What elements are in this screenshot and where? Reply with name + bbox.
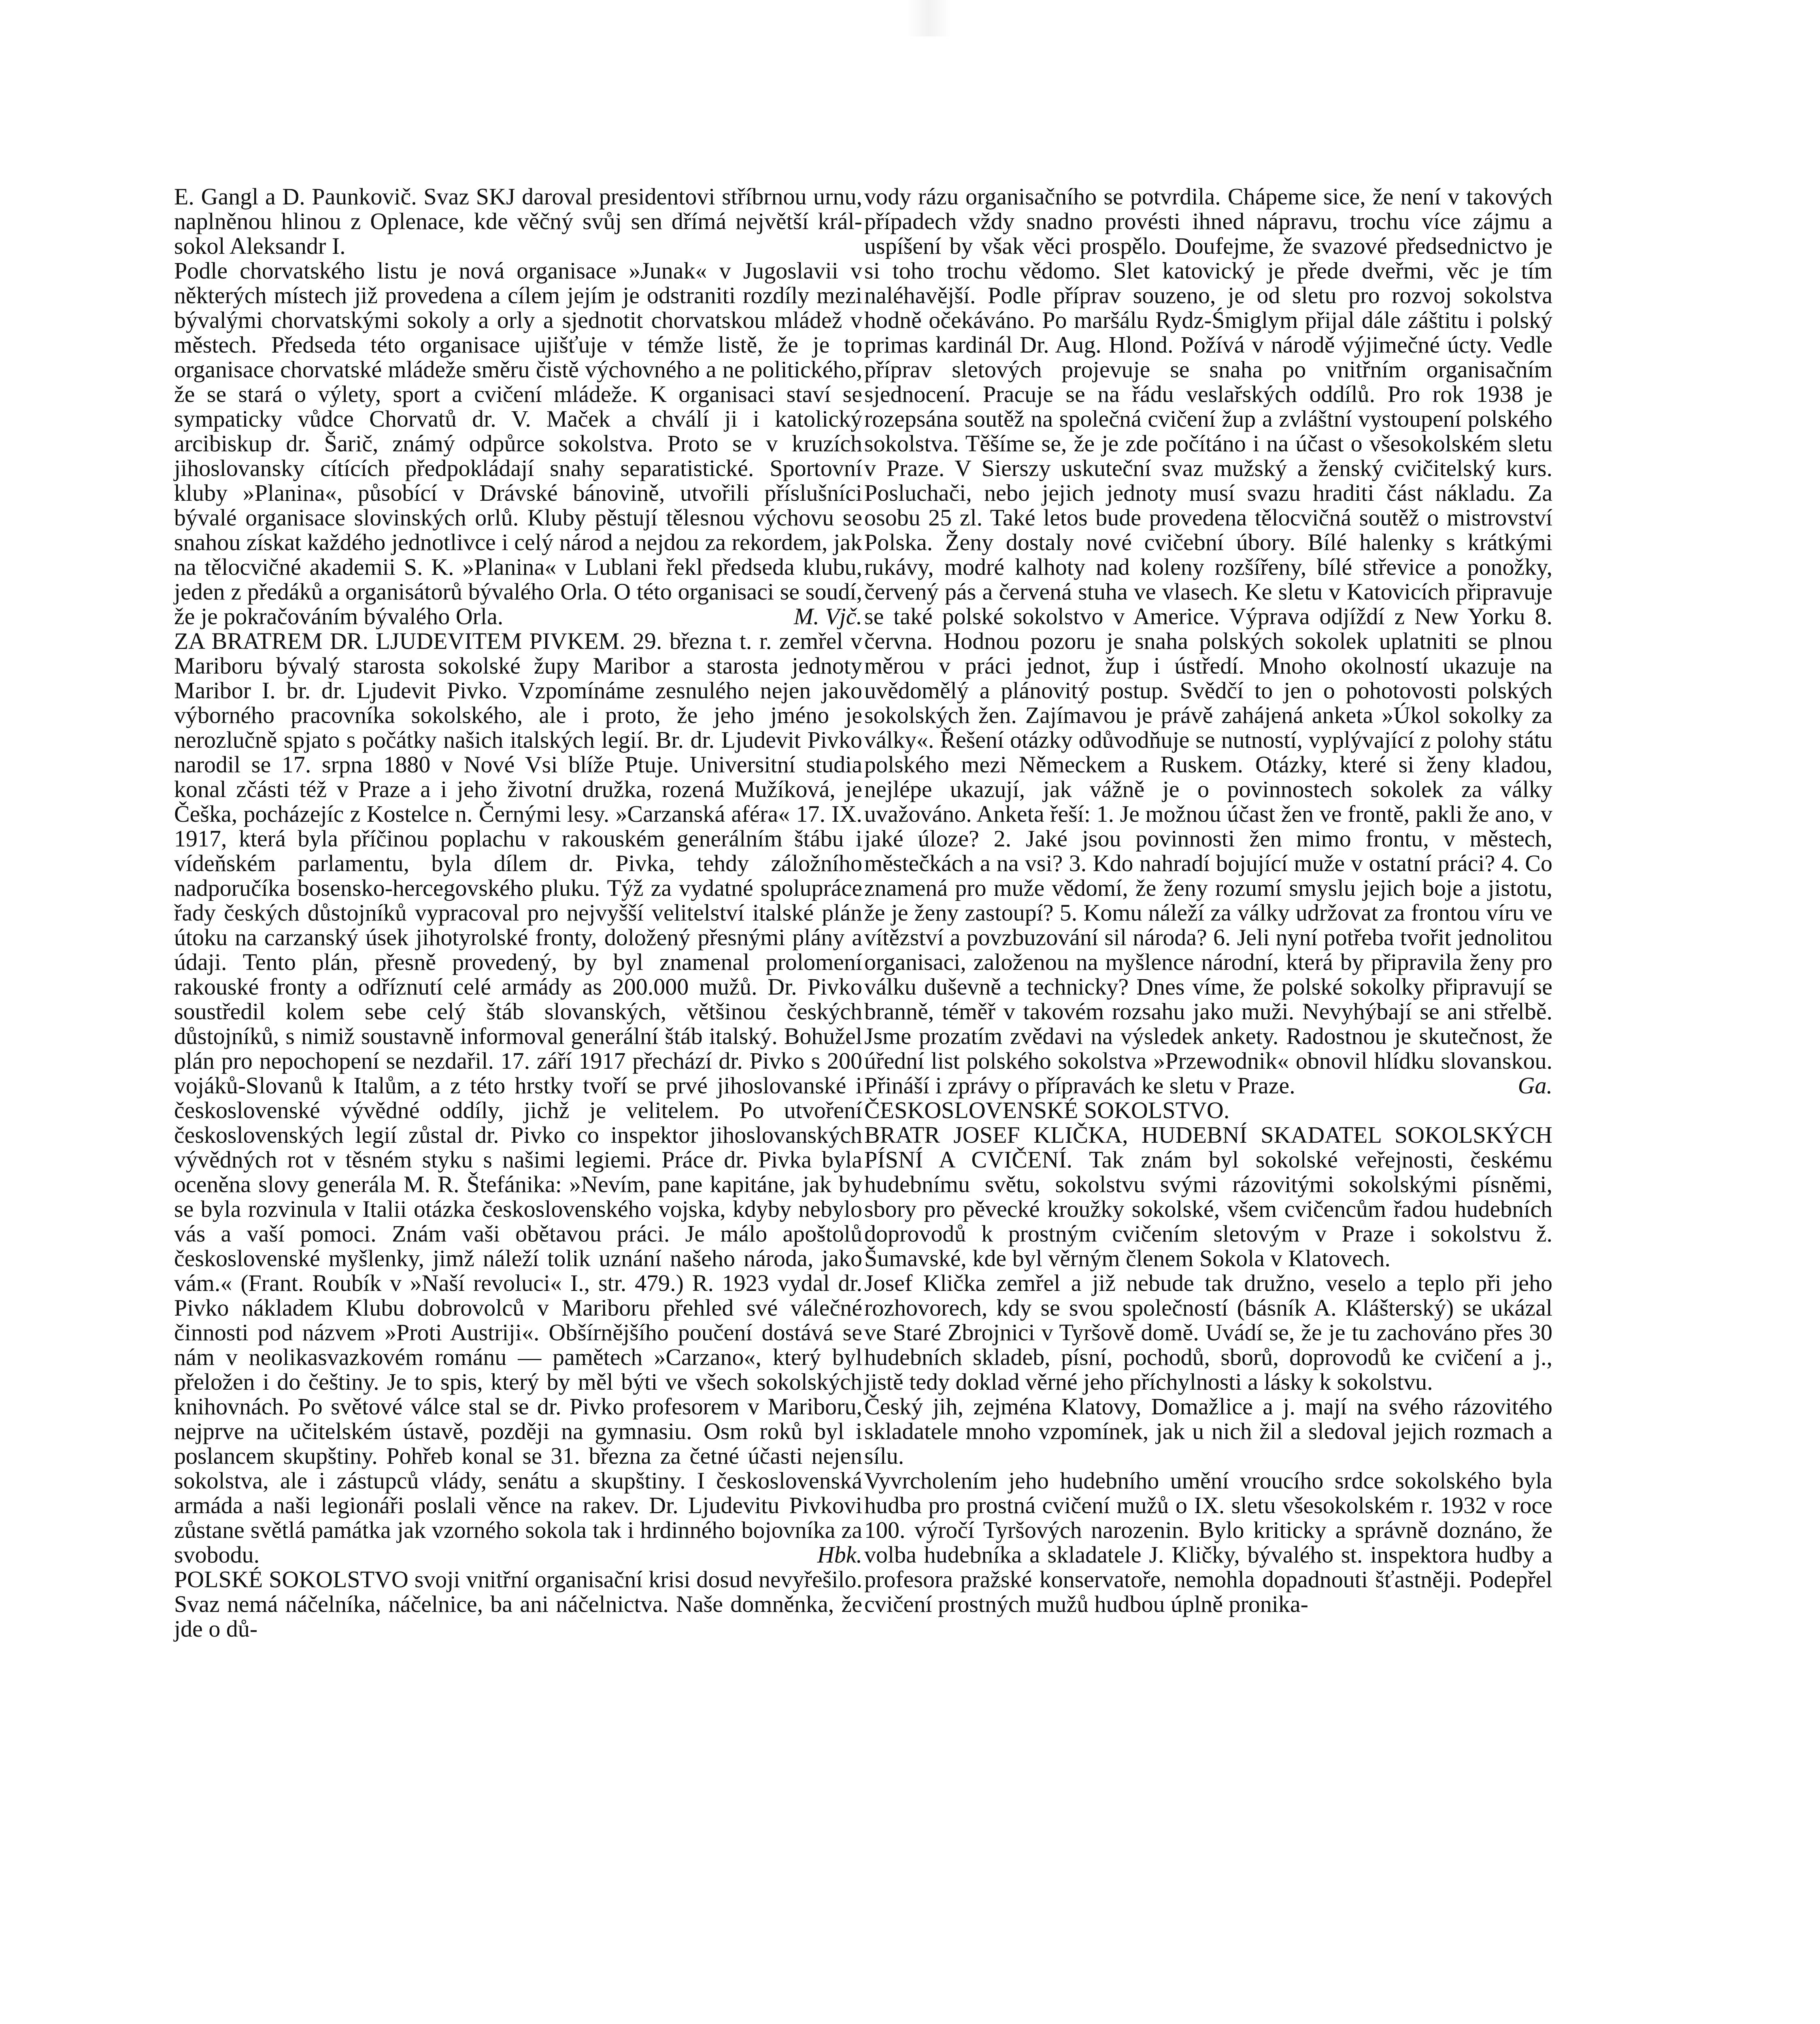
paragraph-polske-text: svoji vnitřní organisační krisi dosud nevyřešilo. Svaz nemá náčelníka, náčelnice, ba ani náčelnictva. Naše domněnka, že jde o dů- [174,1566,862,1642]
paragraph-polske-sokolstvo [174,1567,862,1641]
paragraph-junak [174,258,862,629]
left-column [174,184,862,1641]
right-column [864,184,1552,1616]
paragraph-gangl: E. Gangl a D. Paunkovič. Svaz SKJ daroval presidentovi stříbrnou urnu, naplněnou hlinou z Oplenace, kde věčný svůj sen dřímá největší král-sokol Aleksandr I. [174,183,862,259]
signature-mvjc: M. Vjč. [793,603,862,629]
paragraph-polske-continued-text: vody rázu organisačního se potvrdila. Chápeme sice, že není v takových případech vždy snadno provésti ihned nápravu, trochu více zájmu a uspíšení by však věci prospělo. Doufejme, že svazové předsednictvo je si toho trochu vědomo. Slet katovický je přede dveřmi, věc je tím naléhavější. Podle příprav souzeno, je od sletu pro rozvoj sokolstva hodně očekáváno. Po maršálu Rydz-Śmiglym přijal dále záštitu i polský primas kardinál Dr. Aug. Hlond. Požívá v národě výjimečné úcty. Vedle příprav sletových projevuje se snaha po vnitřním organisačním sjednocení. Pracuje se na řádu veslařských oddílů. Pro rok 1938 je rozepsána soutěž na společná cvičení žup a zvláštní vystoupení polského sokolstva. Těšíme se, že je zde počítáno i na účast o všesokolském sletu v Praze. V Sierszy uskuteční svaz mužský a ženský cvičitelský kurs. Posluchači, nebo jejich jednoty musí svazu hraditi část nákladu. Za osobu 25 zl. Také letos bude provedena tělocvičná soutěž o mistrovství Polska. Ženy dostaly nové cvičební úbory. Bílé halenky s krátkými rukávy, modré kalhoty nad koleny rozšířeny, bílé střevice a ponožky, červený pás a červená stuha ve vlasech. Ke sletu v Katovicích připravuje se také polské sokolstvo v Americe. Výprava odjíždí z New Yorku 8. června. Hodnou pozoru je snaha polských sokolek uplatniti se plnou měrou v práci jednot, žup i ústředí. Mnoho okolností ukazuje na uvědomělý a plánovitý postup. Svědčí to jen o pohotovosti polských sokolských žen. Zajímavou je právě zahájená anketa »Úkol sokolky za války«. Řešení otázky odůvodňuje se nutností, vyplývající z polohy státu polského mezi Německem a Ruskem. Otázky, které si ženy kladou, nejlépe ukazují, jak vážně je o povinnostech sokolek za války uvažováno. Anketa řeší: 1. Je možnou účast žen ve frontě, pakli že ano, v jaké úloze? 2. Jaké jsou povinnosti žen mimo frontu, v městech, městečkách a na vsi? 3. Kdo nahradí bojující muže v ostatní práci? 4. Co znamená pro muže vědomí, že ženy rozumí smyslu jejich boje a jistotu, že je ženy zastoupí? 5. Komu náleží za války udržovat za frontou víru ve vítězství a povzbuzování sil národa? 6. Jeli nyní potřeba tvořit jednolitou organisaci, založenou na myšlence národní, která by připravila ženy pro válku duševně a technicky? Dnes víme, že polské sokolky připravují se branně, téměř v takovém rozsahu jako muži. Nevyhýbají se ani střelbě. Jsme prozatím zvědavi na výsledek ankety. Radostnou je skutečnost, že úřední list polského sokolstva »Przewodnik« obnovil hlídku slovanskou. Přináší i zprávy o přípravách ke sletu v Praze. [864,183,1552,1099]
paragraph-pivko [174,629,862,1567]
article-title-klicka: BRATR JOSEF KLIČKA, HUDEBNÍ SKADATEL SOKOLSKÝCH PÍSNÍ A CVIČENÍ. [864,1122,1552,1173]
signature-hbk: Hbk. [817,1541,862,1568]
paragraph-pivko-text: 29. března t. r. zemřel v Mariboru bývalý starosta sokolské župy Maribor a starosta jednoty Maribor I. br. dr. Ljudevit Pivko. Vzpomínáme zesnulého nejen jako výborného pracovníka sokolského, ale i proto, že jeho jméno je nerozlučně spjato s počátky našich italských legií. Br. dr. Ljudevit Pivko narodil se 17. srpna 1880 v Nové Vsi blíže Ptuje. Universitní studia konal zčásti též v Praze a i jeho životní družka, rozená Mužíková, je Češka, pocházejíc z Kostelce n. Černými lesy. »Carzanská aféra« 17. IX. 1917, která byla příčinou poplachu v rakouském generálním štábu i vídeňském parlamentu, byla dílem dr. Pivka, tehdy záložního nadporučíka bosensko-hercegovského pluku. Týž za vydatné spolupráce řady českých důstojníků vypracoval pro nejvyšší velitelství italské plán útoku na carzanský úsek jihotyrolské fronty, doložený přesnými plány a údaji. Tento plán, přesně provedený, by byl znamenal prolomení rakouské fronty a odříznutí celé armády as 200.000 mužů. Dr. Pivko soustředil kolem sebe celý štáb slovanských, většinou českých důstojníků, s nimiž soustavně informoval generální štáb italský. Bohužel plán pro nepochopení se nezdařil. 17. září 1917 přechází dr. Pivko s 200 vojáků-Slovanů k Italům, a z této hrstky tvoří se prvé jihoslovanské i československé vývědné oddíly, jichž je velitelem. Po utvoření československých legií zůstal dr. Pivko co inspektor jihoslovanských vývědných rot v těsném styku s našimi legiemi. Práce dr. Pivka byla oceněna slovy generála M. R. Štefánika: »Nevím, pane kapitáne, jak by se byla rozvinula v Italii otázka československého vojska, kdyby nebylo vás a vaší pomoci. Znám vaši obětavou práci. Je málo apoštolů československé myšlenky, jimž náleží tolik uznání našeho národa, jako vám.« (Frant. Roubík v »Naší revoluci« I., str. 479.) R. 1923 vydal dr. Pivko nákladem Klubu dobrovolců v Mariboru přehled své válečné činnosti pod názvem »Proti Austriji«. Obšírnějšího poučení dostává se nám v neolikasvazkovém románu — pamětech »Carzano«, který byl přeložen i do češtiny. Je to spis, který by měl býti ve všech sokolských knihovnách. Po světové válce stal se dr. Pivko profesorem v Mariboru, nejprve na učitelském ústavě, později na gymnasiu. Osm roků byl i poslancem skupštiny. Pohřeb konal se 31. března za četné účasti nejen sokolstva, ale i zástupců vlády, senátu a skupštiny. I československá armáda a naši legionáři poslali věnce na rakev. Dr. Ljudevitu Pivkovi zůstane světlá památka jak vzorného sokola tak i hrdinného bojovníka za svobodu. [174,628,863,1568]
page-crease-shadow [907,0,951,36]
paragraph-junak-text: Podle chorvatského listu je nová organisace »Junak« v Jugoslavii v některých místech již provedena a cílem jejím je odstraniti rozdíly mezi bývalými chorvatskými sokoly a orly a sjednotit chorvatskou mládež v městech. Předseda této organisace ujišťuje v témže listě, že je to organisace chorvatské mládeže směru čistě výchovného a ne politického, že se stará o výlety, sport a cvičení mládeže. K organisaci staví se sympaticky vůdce Chorvatů dr. V. Maček a chválí ji i katolický arcibiskup dr. Šarič, známý odpůrce sokolstva. Proto se v kruzích jihoslovansky cítících předpokládají snahy separatistické. Sportovní kluby »Planina«, působící v Drávské bánovině, utvořili příslušníci bývalé organisace slovinských orlů. Kluby pěstují tělesnou výchovu se snahou získat každého jednotlivce i celý národ a nejdou za rekordem, jak na tělocvičné akademii S. K. »Planina« v Lublani řekl předseda klubu, jeden z předáků a organisátorů bývalého Orla. O této organisaci se soudí, že je pokračováním bývalého Orla. [174,257,862,629]
paragraph-klicka-4: Vyvrcholením jeho hudebního umění vroucího srdce sokolského byla hudba pro prostná cvičení mužů o IX. sletu všesokolském r. 1932 v roce 100. výročí Tyršových narozenin. Bylo kriticky a správně doznáno, že volba hudebníka a skladatele J. Kličky, bývalého st. inspektora hudby a profesora pražské konservatoře, nemohla dopadnouti šťastněji. Podepřel cvičení prostných mužů hudbou úplně pronika- [864,1467,1552,1617]
section-title-ceskoslovenske: ČESKOSLOVENSKÉ SOKOLSTVO. [864,1097,1230,1123]
article-title-pivko: ZA BRATREM DR. LJUDEVITEM PIVKEM. [174,628,625,654]
paragraph-klicka-text: Tak znám byl sokolské veřejnosti, českému hudebnímu světu, sokolstvu svými rázovitými sokolskými písněmi, sbory pro pěvecké kroužky sokolské, všem cvičencům řadou hudebních doprovodů k prostným cvičením sletovým v Praze i sokolstvu ž. Šumavské, kde byl věrným členem Sokola v Klatovech. [864,1146,1553,1271]
paragraph-klicka-3: Český jih, zejména Klatovy, Domažlice a j. mají na svého rázovitého skladatele mnoho vzpomínek, jak u nich žil a sledoval jejich rozmach a sílu. [864,1393,1552,1469]
paragraph-klicka [864,1123,1552,1271]
article-title-polske: POLSKÉ SOKOLSTVO [174,1566,408,1592]
paragraph-klicka-2: Josef Klička zemřel a již nebude tak družno, veselo a teplo při jeho rozhovorech, kdy se svou společností (básník A. Klášterský) se ukázal ve Staré Zbrojnici v Tyršově domě. Uvádí se, že je tu zachováno přes 30 hudebních skladeb, písní, pochodů, sborů, doprovodů ke cvičení a j., jistě tedy doklad věrné jeho příchylnosti a lásky k sokolstvu. [864,1270,1552,1395]
signature-ga: Ga. [1518,1072,1552,1099]
paragraph-polske-continued [864,184,1552,1098]
